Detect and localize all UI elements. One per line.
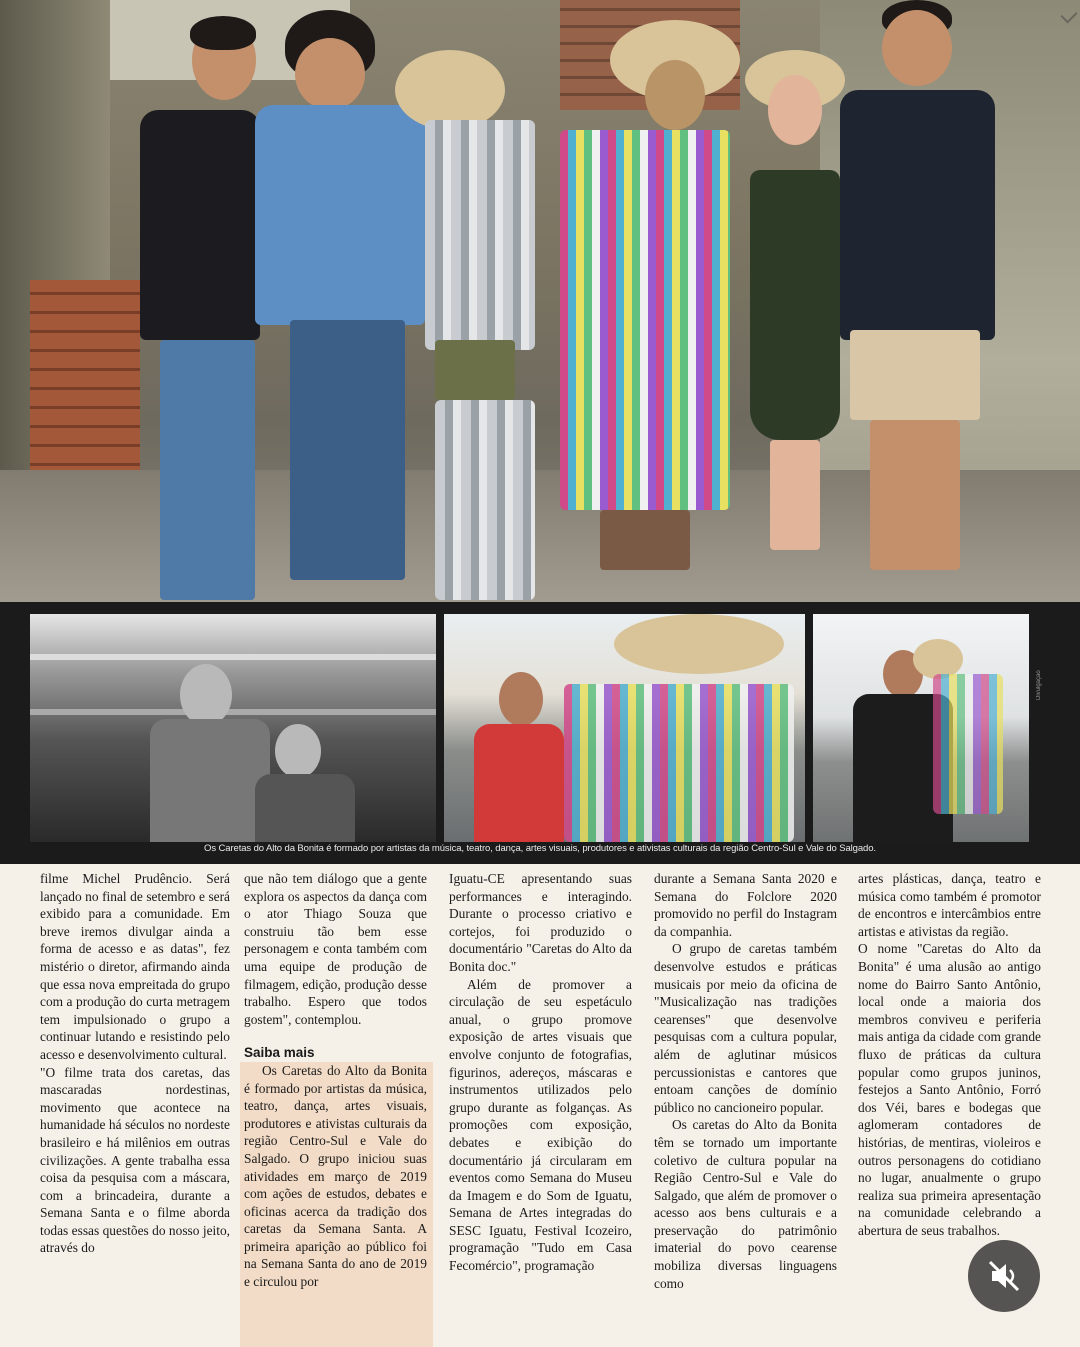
- hero-photo: [0, 0, 1080, 602]
- article-column-1: [40, 870, 230, 1347]
- paragraph: Iguatu-CE apresentando suas performances e interagindo. Durante o processo criativo e cortejos, foi produzido o documentário "Caretas do Alto da Bonita doc.": [449, 871, 632, 974]
- photo-credit: Divulgação: [1036, 670, 1042, 700]
- article-column-4: [654, 870, 837, 1347]
- article-column-3: [449, 870, 632, 1347]
- photo-bw-shop: [30, 614, 436, 842]
- paragraph: "O filme trata dos caretas, das mascaradas nordestinas, movimento que acontece na humanidade há séculos no nordeste brasileiro e há milênios em outras civilizações. A gente trabalha essa coisa da pesquisa com a máscara, com a brincadeira, durante a Semana Santa e o filme aborda todas essas questões do nosso jeito, através do: [40, 1064, 230, 1256]
- person-black-shirt: [120, 20, 260, 600]
- photo-careta-street: [444, 614, 805, 842]
- photo-cameraman: [813, 614, 1029, 842]
- careta-colorful-costume: [540, 20, 740, 580]
- paragraph: durante a Semana Santa 2020 e Semana do Folclore 2020 promovido no perfil do Instagram da companhia.: [654, 871, 837, 939]
- paragraph: Além de promover a circulação de seu espetáculo anual, o grupo promove exposição de artes visuais que envolve conjunto de fotografias, figurinos, adereços, máscaras e instrumentos utilizados pelo grupo durante as folganças. As promoções com exposição, debates e exibição do documentário já circularam em eventos como Semana do Museu da Imagem e do Som de Iguatu, Semana de Artes integradas do SESC Iguatu, Festival Icozeiro, programação "Tudo em Casa Fecomércio", programação: [449, 976, 632, 1274]
- photo-caption: Os Caretas do Alto da Bonita é formado por artistas da música, teatro, dança, artes visuais, produtores e ativistas culturais da região Centro-Sul e Vale do Salgado.: [204, 843, 876, 854]
- paragraph: O grupo de caretas também desenvolve estudos e práticas musicais por meio da oficina de "Musicalização nas tradições cearenses" que desenvolve pesquisas com a cultura popular, além de aglutinar músicos percussionistas e cantores que entoam canções de domínio público no cancioneiro popular.: [654, 941, 837, 1115]
- mute-button[interactable]: [968, 1240, 1040, 1312]
- saiba-mais-title: Saiba mais: [244, 1045, 315, 1061]
- paragraph: Os Caretas do Alto da Bonita é formado por artistas da música, teatro, dança, artes visuais, produtores e ativistas culturais da região Centro-Sul e Vale do Salgado. O grupo iniciou suas atividades em março de 2019 com ações de estudos, debates e oficinas acerca da tradição dos caretas da Semana Santa. A primeira aparição ao público foi na Semana Santa do ano de 2019 e circulou por: [244, 1062, 427, 1290]
- paragraph: O nome "Caretas do Alto da Bonita" é uma alusão ao antigo nome do Bairro Santo Antônio, local onde a maioria dos membros conviveu e periferia mais antiga da cidade com grande fluxo de práticas da cultura popular como grupos juninos, festejos a Santo Antônio, Forró dos Véi, bares e bodegas que aglomeram contadores de histórias, de mentiras, violeiros e outros personagens do cotidiano no lugar, anualmente o grupo realiza sua primeira apresentação na comunidade celebrando a abertura de seus trabalhos.: [858, 941, 1041, 1238]
- speaker-muted-icon: [986, 1258, 1022, 1294]
- paragraph: que não tem diálogo que a gente explora os aspectos da dança com o ator Thiago Souza que construiu tão bem esse personagem e conta também com uma equipe de produção de filmagem, edição, produção desse trabalho. Espero que todos gostem", contemplou.: [244, 871, 427, 1027]
- paragraph: artes plásticas, dança, teatro e música como também é promotor de encontros e intercâmbios entre artistas e ativistas da região.: [858, 871, 1041, 939]
- paragraph: filme Michel Prudêncio. Será lançado no final de setembro e será exibido para a comunidade. Em breve iremos divulgar ainda a forma de acesso e as datas", fez mistério o diretor, afirmando ainda que essa nova empreitada do grupo com a produção do curta metragem tem impulsionado o grupo a continuar lutando e resistindo pelo acesso e desenvolvimento cultural.: [40, 871, 230, 1062]
- photo-strip: [0, 602, 1080, 864]
- person-navy-shirt: [840, 0, 1000, 580]
- article-column-2: [244, 870, 427, 1347]
- careta-gray-costume: [395, 50, 555, 580]
- woman-floral-dress: [740, 50, 850, 550]
- paragraph: Os caretas do Alto da Bonita têm se tornado um importante coletivo de cultura popular na Região Centro-Sul e Vale do Salgado, que além de promover o acesso aos bens culturais e a preservação do patrimônio imaterial do povo cearense mobiliza diversas linguagens como: [654, 1117, 837, 1291]
